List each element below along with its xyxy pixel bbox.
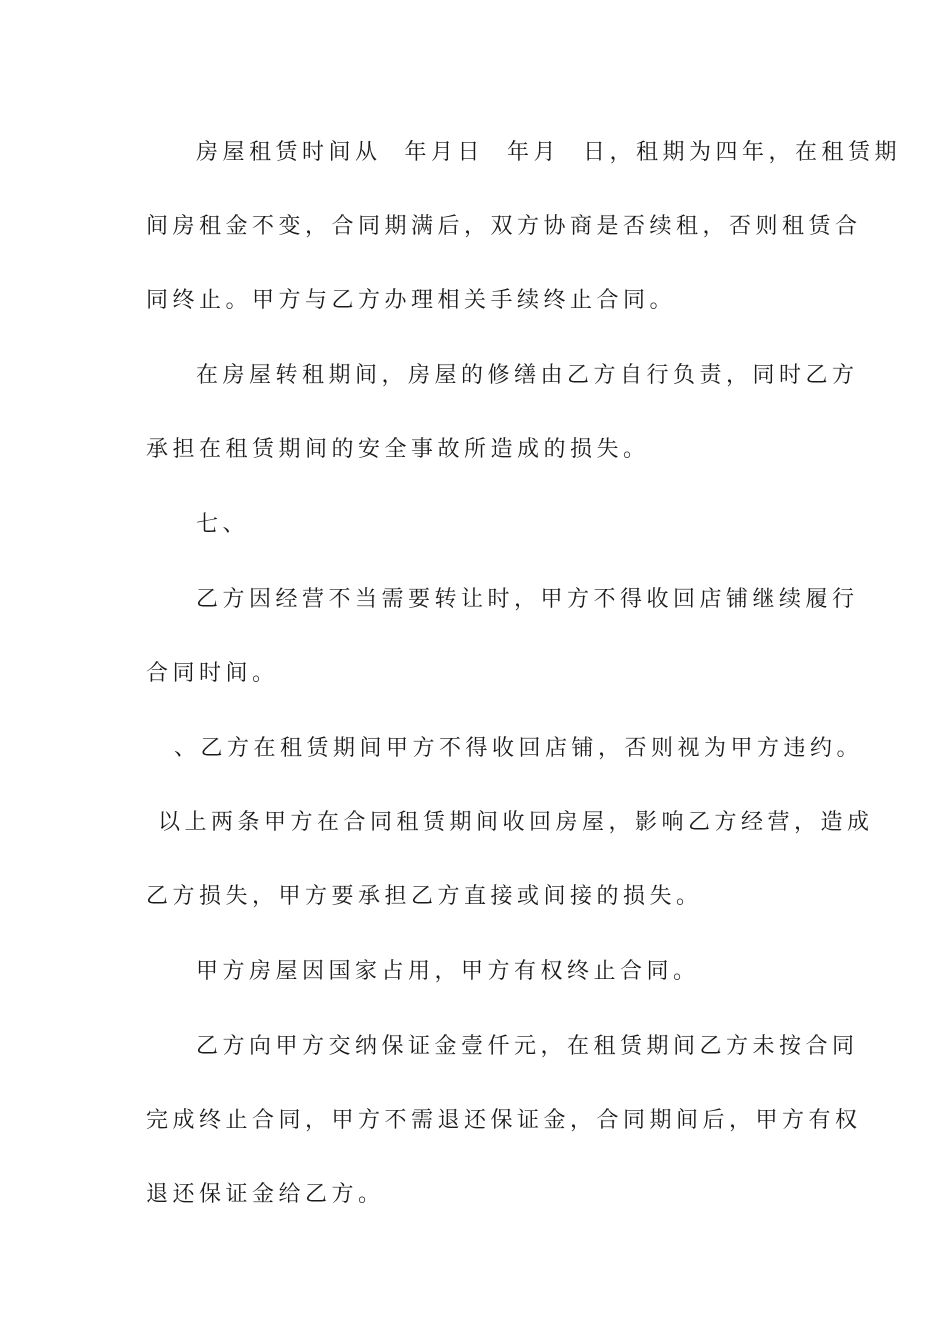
text-line: 同终止。甲方与乙方办理相关手续终止合同。 (146, 288, 677, 313)
text-line: 在房屋转租期间，房屋的修缮由乙方自行负责，同时乙方 (196, 363, 859, 388)
text-line: 房屋租赁时间从 年月日 年月 日，租期为四年，在租赁期 (196, 140, 901, 165)
text-line: 、乙方在租赁期间甲方不得收回店铺，否则视为甲方违约。 (174, 736, 864, 761)
text-line: 完成终止合同，甲方不需退还保证金，合同期间后，甲方有权 (146, 1108, 862, 1133)
section-heading: 七、 (196, 512, 250, 537)
text-line: 以上两条甲方在合同租赁期间收回房屋，影响乙方经营，造成 (158, 810, 874, 835)
text-line: 承担在租赁期间的安全事故所造成的损失。 (146, 437, 650, 462)
text-line: 乙方因经营不当需要转让时，甲方不得收回店铺继续履行 (196, 587, 859, 612)
text-line: 退还保证金给乙方。 (146, 1182, 385, 1207)
text-line: 乙方向甲方交纳保证金壹仟元，在租赁期间乙方未按合同 (196, 1034, 859, 1059)
text-line: 合同时间。 (146, 661, 279, 686)
text-line: 间房租金不变，合同期满后，双方协商是否续租，否则租赁合 (146, 214, 862, 239)
text-line: 甲方房屋因国家占用，甲方有权终止合同。 (196, 959, 700, 984)
text-line: 乙方损失，甲方要承担乙方直接或间接的损失。 (146, 884, 703, 909)
